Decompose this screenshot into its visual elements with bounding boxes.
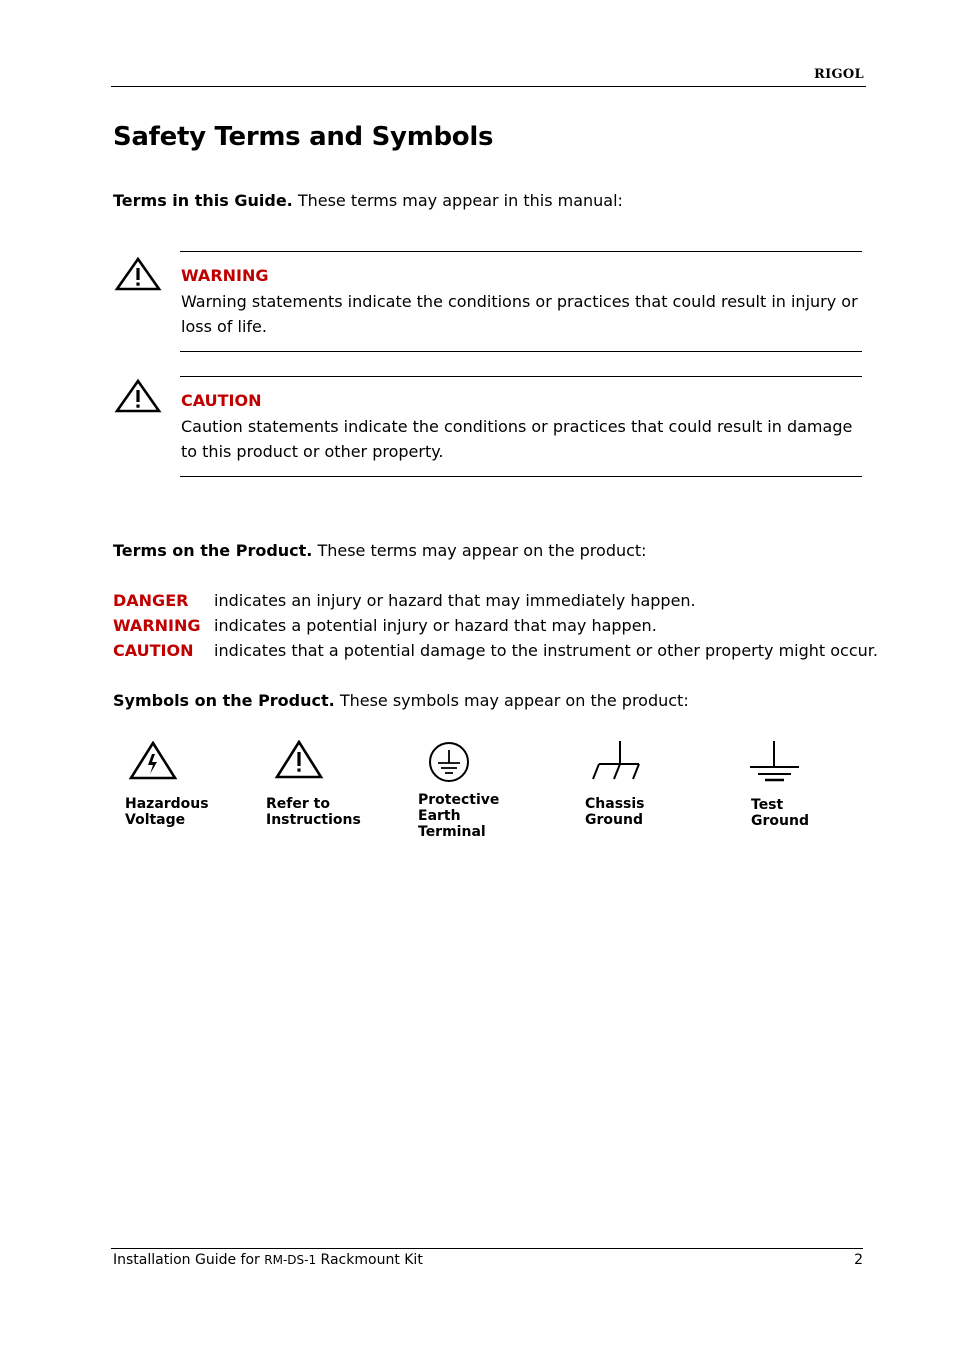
product-terms-heading: Terms on the Product. xyxy=(113,541,313,560)
product-symbols-intro xyxy=(113,691,689,710)
header-rule xyxy=(111,86,866,87)
warning-bottom-rule xyxy=(180,351,862,352)
product-symbols-heading: Symbols on the Product. xyxy=(113,691,335,710)
brand-logo: RIGOL xyxy=(814,67,864,82)
term-row-warning xyxy=(113,616,657,635)
caution-top-rule xyxy=(180,376,862,377)
caution-bottom-rule xyxy=(180,476,862,477)
term-description: indicates an injury or hazard that may immediately happen. xyxy=(214,591,696,610)
page-number: 2 xyxy=(854,1252,863,1268)
caution-triangle-icon xyxy=(114,378,162,414)
protective-earth-terminal-icon xyxy=(426,741,474,783)
guide-terms-heading: Terms in this Guide. xyxy=(113,191,293,210)
term-row-caution xyxy=(113,641,878,660)
warning-triangle-icon xyxy=(114,256,162,292)
product-terms-intro xyxy=(113,541,647,560)
guide-terms-text: These terms may appear in this manual: xyxy=(292,191,623,210)
hazardous-voltage-icon xyxy=(128,741,178,781)
term-description: indicates a potential injury or hazard that may happen. xyxy=(214,616,657,635)
footer-guide-title: Installation Guide for RM-DS-1 Rackmount Kit xyxy=(113,1252,423,1268)
guide-terms-intro xyxy=(113,191,623,210)
footer-rule xyxy=(111,1248,863,1249)
term-label: CAUTION xyxy=(113,641,194,660)
symbol-label-protective-earth-terminal: Protective Earth Terminal xyxy=(418,792,500,840)
symbol-label-chassis-ground: Chassis Ground xyxy=(585,796,645,828)
symbol-label-refer-to-instructions: Refer to Instructions xyxy=(266,796,361,828)
term-description: indicates that a potential damage to the instrument or other property might occur. xyxy=(214,641,878,660)
caution-notice-text: Caution statements indicate the conditions or practices that could result in damage to this product or other property. xyxy=(181,417,853,461)
warning-notice-text: Warning statements indicate the conditions or practices that could result in injury or loss of life. xyxy=(181,292,858,336)
caution-notice-label: CAUTION xyxy=(181,391,262,410)
symbol-label-test-ground: Test Ground xyxy=(751,797,809,829)
footer-model: RM-DS-1 xyxy=(264,1253,317,1267)
term-row-danger xyxy=(113,591,696,610)
symbol-label-hazardous-voltage: Hazardous Voltage xyxy=(125,796,209,828)
term-label: WARNING xyxy=(113,616,201,635)
refer-to-instructions-icon xyxy=(274,740,324,780)
warning-top-rule xyxy=(180,251,862,252)
warning-notice-label: WARNING xyxy=(181,266,269,285)
term-label: DANGER xyxy=(113,591,189,610)
product-terms-text: These terms may appear on the product: xyxy=(312,541,647,560)
test-ground-icon xyxy=(748,739,802,783)
chassis-ground-icon xyxy=(590,739,644,783)
page-title: Safety Terms and Symbols xyxy=(113,122,494,152)
product-symbols-text: These symbols may appear on the product: xyxy=(334,691,689,710)
